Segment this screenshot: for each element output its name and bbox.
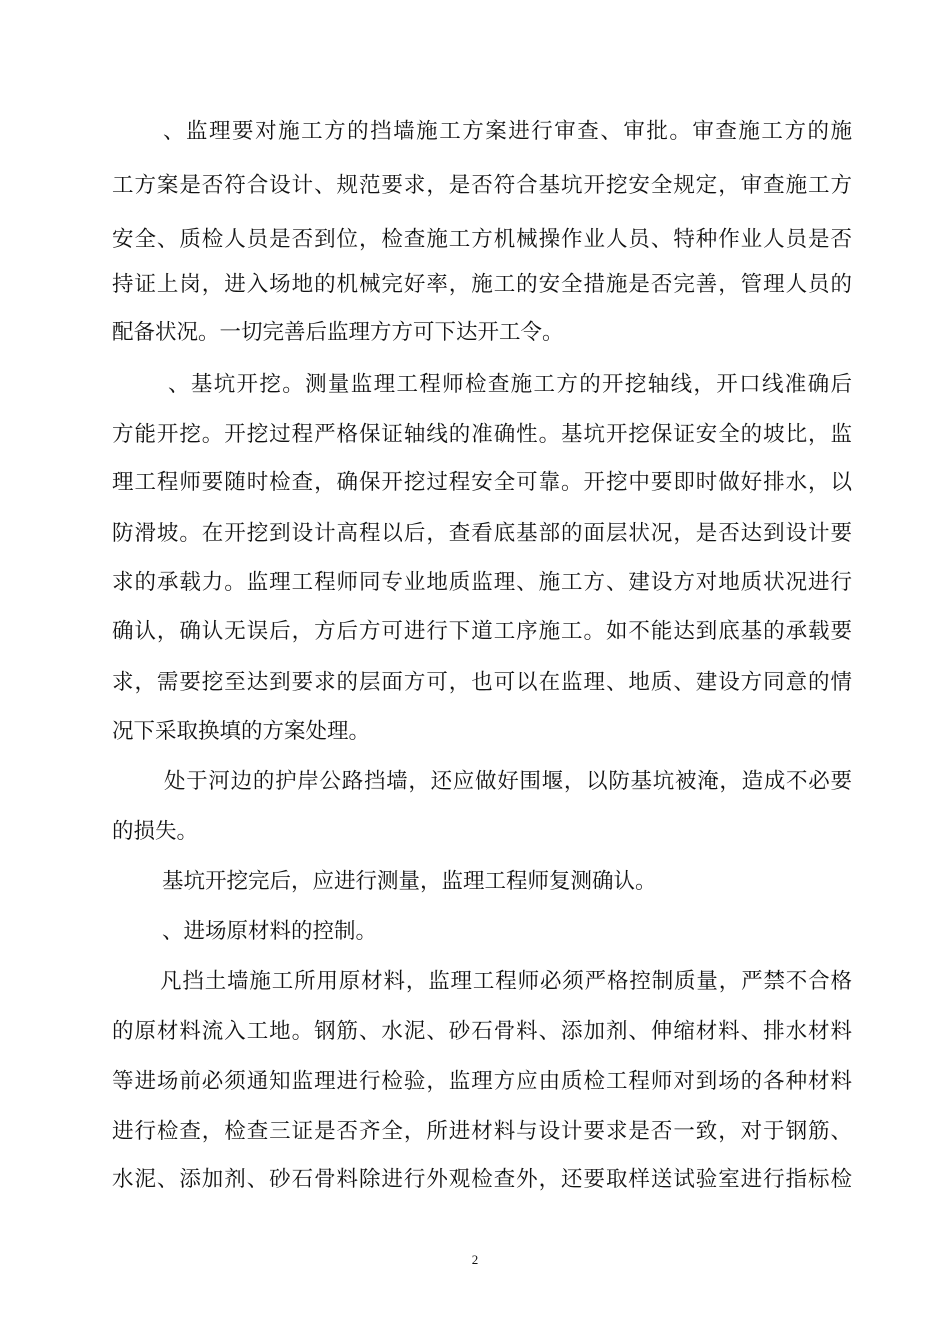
text-line: 基坑开挖完后，应进行测量，监理工程师复测确认。 — [162, 869, 657, 894]
text-line: 处于河边的护岸公路挡墙，还应做好围堰，以防基坑被淹，造成不必要 — [164, 769, 852, 794]
text-line: 水泥、添加剂、砂石骨料除进行外观检查外，还要取样送试验室进行指标检 — [112, 1167, 852, 1192]
text-line: 配备状况。一切完善后监理方方可下达开工令。 — [112, 320, 564, 345]
text-line: 、进场原材料的控制。 — [162, 919, 378, 944]
text-line: 确认，确认无误后，方后方可进行下道工序施工。如不能达到底基的承载要 — [112, 619, 852, 644]
text-line: 方能开挖。开挖过程严格保证轴线的准确性。基坑开挖保证安全的坡比，监 — [112, 422, 852, 447]
text-line: 求的承载力。监理工程师同专业地质监理、施工方、建设方对地质状况进行 — [112, 570, 852, 595]
text-line: 求，需要挖至达到要求的层面方可，也可以在监理、地质、建设方同意的情 — [112, 670, 852, 695]
text-line: 、基坑开挖。测量监理工程师检查施工方的开挖轴线，开口线准确后 — [168, 372, 852, 397]
text-line: 的损失。 — [112, 819, 199, 844]
text-line: 安全、质检人员是否到位，检查施工方机械操作业人员、特种作业人员是否 — [112, 227, 852, 252]
text-line: 凡挡土墙施工所用原材料，监理工程师必须严格控制质量，严禁不合格 — [160, 969, 852, 994]
text-line: 的原材料流入工地。钢筋、水泥、砂石骨料、添加剂、伸缩材料、排水材料 — [112, 1019, 852, 1044]
text-line: 防滑坡。在开挖到设计高程以后，查看底基部的面层状况，是否达到设计要 — [112, 521, 852, 546]
page-number: 2 — [471, 1252, 479, 1267]
text-line: 况下采取换填的方案处理。 — [112, 719, 371, 744]
text-line: 理工程师要随时检查，确保开挖过程安全可靠。开挖中要即时做好排水，以 — [112, 470, 852, 495]
text-line: 等进场前必须通知监理进行检验，监理方应由质检工程师对到场的各种材料 — [112, 1069, 852, 1094]
text-line: 、监理要对施工方的挡墙施工方案进行审查、审批。审查施工方的施 — [163, 119, 852, 144]
text-line: 进行检查，检查三证是否齐全，所进材料与设计要求是否一致，对于钢筋、 — [112, 1119, 852, 1144]
text-line: 持证上岗，进入场地的机械完好率，施工的安全措施是否完善，管理人员的 — [112, 272, 852, 297]
text-line: 工方案是否符合设计、规范要求，是否符合基坑开挖安全规定，审查施工方 — [112, 173, 852, 198]
